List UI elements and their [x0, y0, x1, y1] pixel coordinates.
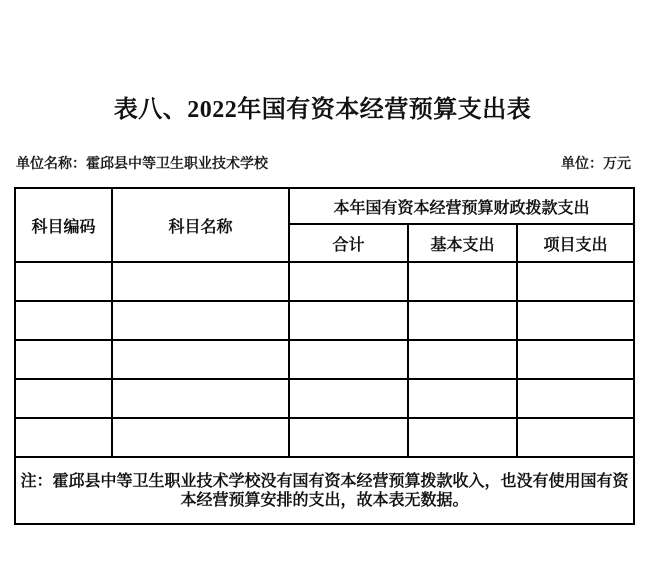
empty-cell — [15, 379, 112, 418]
empty-cell — [15, 418, 112, 457]
empty-data-row — [15, 301, 634, 340]
empty-cell — [289, 262, 408, 301]
empty-cell — [112, 418, 289, 457]
empty-data-row — [15, 418, 634, 457]
header-basic-expenditure: 基本支出 — [408, 224, 517, 262]
table-header — [15, 188, 634, 262]
note-cell: 注：霍邱县中等卫生职业技术学校没有国有资本经营预算拨款收入，也没有使用国有资本经营预算安排的支出，故本表无数据。 — [15, 457, 634, 524]
header-total: 合计 — [289, 224, 408, 262]
note-row — [15, 457, 634, 524]
empty-cell — [517, 301, 634, 340]
header-subject-code: 科目编码 — [15, 188, 112, 262]
header-row-1 — [15, 188, 634, 224]
empty-cell — [289, 340, 408, 379]
empty-cell — [289, 418, 408, 457]
empty-cell — [517, 379, 634, 418]
unit-measure-label: 单位：万元 — [561, 157, 631, 172]
table-footer — [15, 457, 634, 524]
empty-cell — [408, 379, 517, 418]
header-subject-name: 科目名称 — [112, 188, 289, 262]
empty-cell — [112, 301, 289, 340]
empty-cell — [289, 379, 408, 418]
empty-cell — [408, 418, 517, 457]
empty-cell — [15, 262, 112, 301]
header-project-expenditure: 项目支出 — [517, 224, 634, 262]
empty-cell — [15, 340, 112, 379]
empty-cell — [289, 301, 408, 340]
header-group-fiscal-allocation: 本年国有资本经营预算财政拨款支出 — [289, 188, 634, 224]
empty-cell — [517, 418, 634, 457]
empty-cell — [112, 262, 289, 301]
empty-cell — [15, 301, 112, 340]
empty-cell — [408, 301, 517, 340]
meta-row — [16, 156, 631, 174]
empty-data-row — [15, 340, 634, 379]
empty-data-row — [15, 262, 634, 301]
empty-data-row — [15, 379, 634, 418]
empty-cell — [112, 379, 289, 418]
empty-cell — [517, 340, 634, 379]
budget-table — [14, 187, 635, 525]
empty-cell — [517, 262, 634, 301]
empty-cell — [112, 340, 289, 379]
empty-cell — [408, 262, 517, 301]
unit-name-label: 单位名称：霍邱县中等卫生职业技术学校 — [16, 157, 268, 172]
empty-cell — [408, 340, 517, 379]
table-body — [15, 262, 634, 457]
page-title: 表八、2022年国有资本经营预算支出表 — [113, 97, 532, 123]
